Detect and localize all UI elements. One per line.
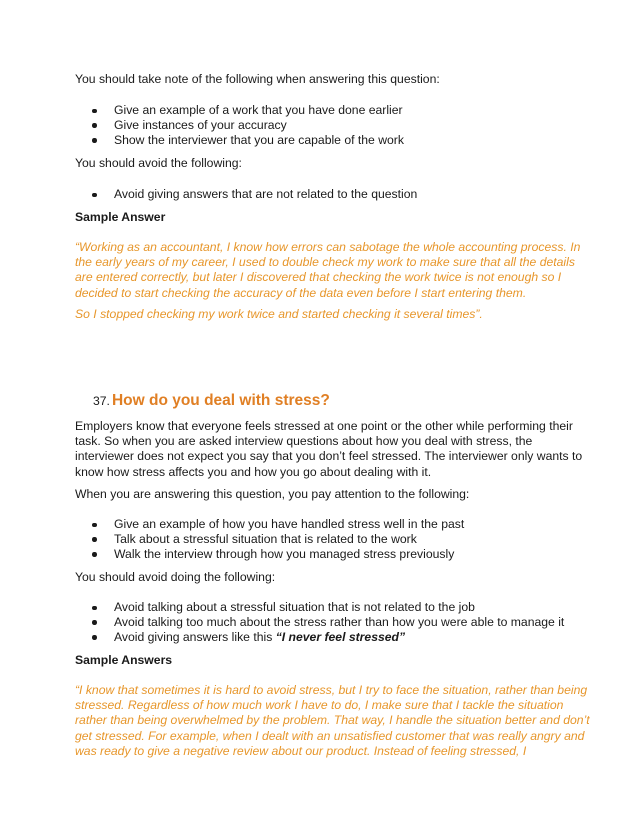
question-title: How do you deal with stress? <box>111 392 330 409</box>
bullet-icon <box>92 552 97 557</box>
quoted-answer: “I never feel stressed” <box>275 629 406 644</box>
list-item: Avoid giving answers like this “I never feel stressed” <box>75 630 564 645</box>
bullet-icon <box>92 620 97 625</box>
bullet-icon <box>92 537 97 542</box>
sample-answer-heading: Sample Answer <box>75 210 166 224</box>
list-item: Give an example of how you have handled stress well in the past <box>75 517 464 532</box>
stress-paragraph: Employers know that everyone feels stressed at one point or the other while performing their task. So when you are asked interview questions about how you deal with stress, the interviewer does not expect you say that you don’t feel stressed. The interviewer only wants to know how stress affects you and how you go about dealing with it. <box>75 419 583 479</box>
bullet-icon <box>92 193 97 198</box>
sample-answer-text: “Working as an accountant, I know how errors can sabotage the whole accounting process. In the early years of my career, I used to double check my work to make sure that all the details are entered correctly, but later I discovered that checking the work twice is not enough so I decided to start checking the accuracy of the data even before I start entering them. <box>75 240 581 300</box>
question-heading <box>93 392 330 410</box>
list-item: Show the interviewer that you are capable of the work <box>75 133 404 148</box>
list-item: Avoid talking about a stressful situation that is not related to the job <box>75 600 564 615</box>
bullet-icon <box>92 523 97 528</box>
section2-intro: When you are answering this question, you pay attention to the following: <box>75 487 470 501</box>
section1-bullet-list <box>75 103 404 148</box>
sample-answers-heading: Sample Answers <box>75 653 173 667</box>
list-item: Talk about a stressful situation that is related to the work <box>75 532 464 547</box>
question-number: 37. <box>93 394 110 408</box>
section1-avoid-intro: You should avoid the following: <box>75 156 242 170</box>
section1-avoid-list <box>75 187 417 202</box>
bullet-icon <box>92 123 97 128</box>
section2-avoid-intro: You should avoid doing the following: <box>75 570 276 584</box>
bullet-icon <box>92 606 97 611</box>
list-item: Give instances of your accuracy <box>75 118 404 133</box>
section1-intro: You should take note of the following when answering this question: <box>75 72 440 86</box>
list-item: Give an example of a work that you have done earlier <box>75 103 404 118</box>
list-item: Walk the interview through how you managed stress previously <box>75 547 464 562</box>
sample-answers-text: “I know that sometimes it is hard to avoid stress, but I try to face the situation, rather than being stressed. Regardless of how much work I have to do, I make sure that I tackle the situation rather than being overwhelmed by the problem. That way, I handle the situation better and don’t get stressed. For example, when I dealt with an unsatisfied customer that was really angry and was ready to give a negative review about our product. Instead of feeling stressed, I <box>75 683 590 758</box>
section2-bullet-list <box>75 517 464 562</box>
bullet-icon <box>92 109 97 114</box>
sample-answer-closing: So I stopped checking my work twice and started checking it several times”. <box>75 307 483 321</box>
bullet-icon <box>92 635 97 640</box>
section2-avoid-list <box>75 600 564 645</box>
list-item: Avoid giving answers that are not related to the question <box>75 187 417 202</box>
list-item: Avoid talking too much about the stress rather than how you were able to manage it <box>75 615 564 630</box>
bullet-icon <box>92 138 97 143</box>
